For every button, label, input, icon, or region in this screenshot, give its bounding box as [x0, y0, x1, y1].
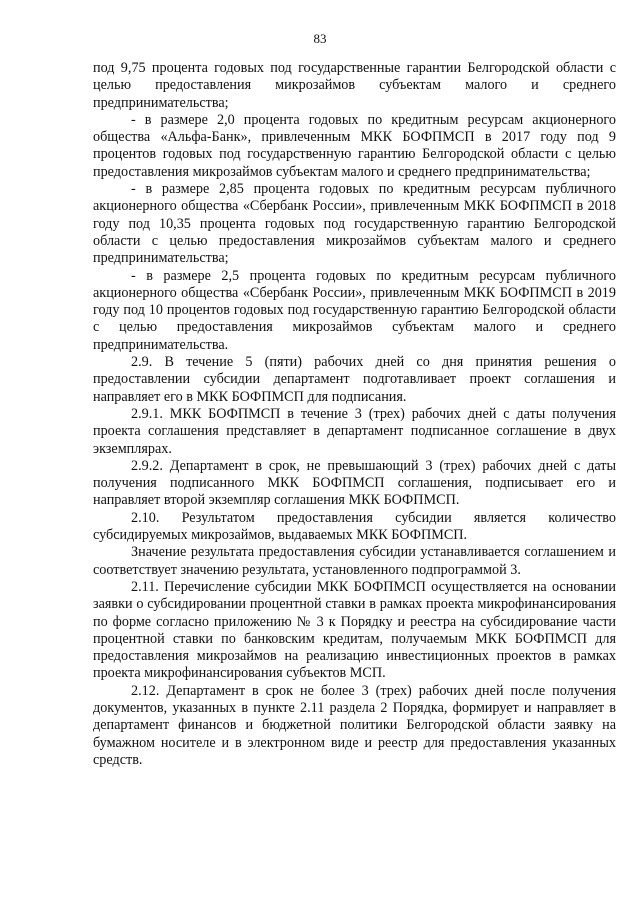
- paragraph-sberbank-2018: - в размере 2,85 процента годовых по кредитным ресурсам публичного акционерного общества «Сбербанк России», привлеченным МКК БОФПМСП в 2018 году под 10,35 процента годовых под государственную гарантию Белгородской области с целью предоставления микрозаймов субъектам малого и среднего предпринимательства;: [93, 181, 616, 267]
- paragraph-2-9-2: 2.9.2. Департамент в срок, не превышающий 3 (трех) рабочих дней с даты получения подписанного МКК БОФПМСП соглашения, подписывает его и направляет второй экземпляр соглашения МКК БОФПМСП.: [93, 457, 616, 509]
- paragraph-2-9-1: 2.9.1. МКК БОФПМСП в течение 3 (трех) рабочих дней с даты получения проекта соглашения представляет в департамент подписанное соглашение в двух экземплярах.: [93, 405, 616, 457]
- paragraph-2-9: 2.9. В течение 5 (пяти) рабочих дней со дня принятия решения о предоставлении субсидии департамент подготавливает проект соглашения и направляет его в МКК БОФПМСП для подписания.: [93, 354, 616, 405]
- paragraph-2-12: 2.12. Департамент в срок не более 3 (трех) рабочих дней после получения документов, указанных в пункте 2.11 раздела 2 Порядка, формирует и направляет в департамент финансов и бюджетной политики Белгородской области заявку на бумажном носителе и в электронном виде и реестр для предоставления указанных средств.: [93, 682, 616, 768]
- document-body: [93, 60, 616, 769]
- paragraph-alfa-bank-2017: - в размере 2,0 процента годовых по кредитным ресурсам акционерного общества «Альфа-Банк», привлеченным МКК БОФПМСП в 2017 году под 9 процентов годовых под государственную гарантию Белгородской области с целью предоставления микрозаймов субъектам малого и среднего предпринимательства;: [93, 111, 616, 180]
- paragraph-continuation: под 9,75 процента годовых под государственные гарантии Белгородской области с целью предоставления микрозаймов субъектам малого и среднего предпринимательства;: [93, 60, 616, 111]
- paragraph-2-11: 2.11. Перечисление субсидии МКК БОФПМСП осуществляется на основании заявки о субсидировании процентной ставки в рамках проекта микрофинансирования по форме согласно приложению № 3 к Порядку и реестра на субсидирование части процентной ставки по банковским кредитам, получаемым МКК БОФПМСП для предоставления микрозаймов на реализацию инвестиционных проектов в рамках проекта микрофинансирования субъектов МСП.: [93, 578, 616, 682]
- paragraph-2-10: 2.10. Результатом предоставления субсидии является количество субсидируемых микрозаймов, выдаваемых МКК БОФПМСП.: [93, 509, 616, 544]
- paragraph-result-value: Значение результата предоставления субсидии устанавливается соглашением и соответствует значению результата, установленного подпрограммой 3.: [93, 544, 616, 578]
- paragraph-sberbank-2019: - в размере 2,5 процента годовых по кредитным ресурсам публичного акционерного общества «Сбербанк России», привлеченным МКК БОФПМСП в 2019 году под 10 процентов годовых под государственную гарантию Белгородской области с целью предоставления микрозаймов субъектам малого и среднего предпринимательства.: [93, 267, 616, 353]
- page-number: 83: [313, 31, 327, 46]
